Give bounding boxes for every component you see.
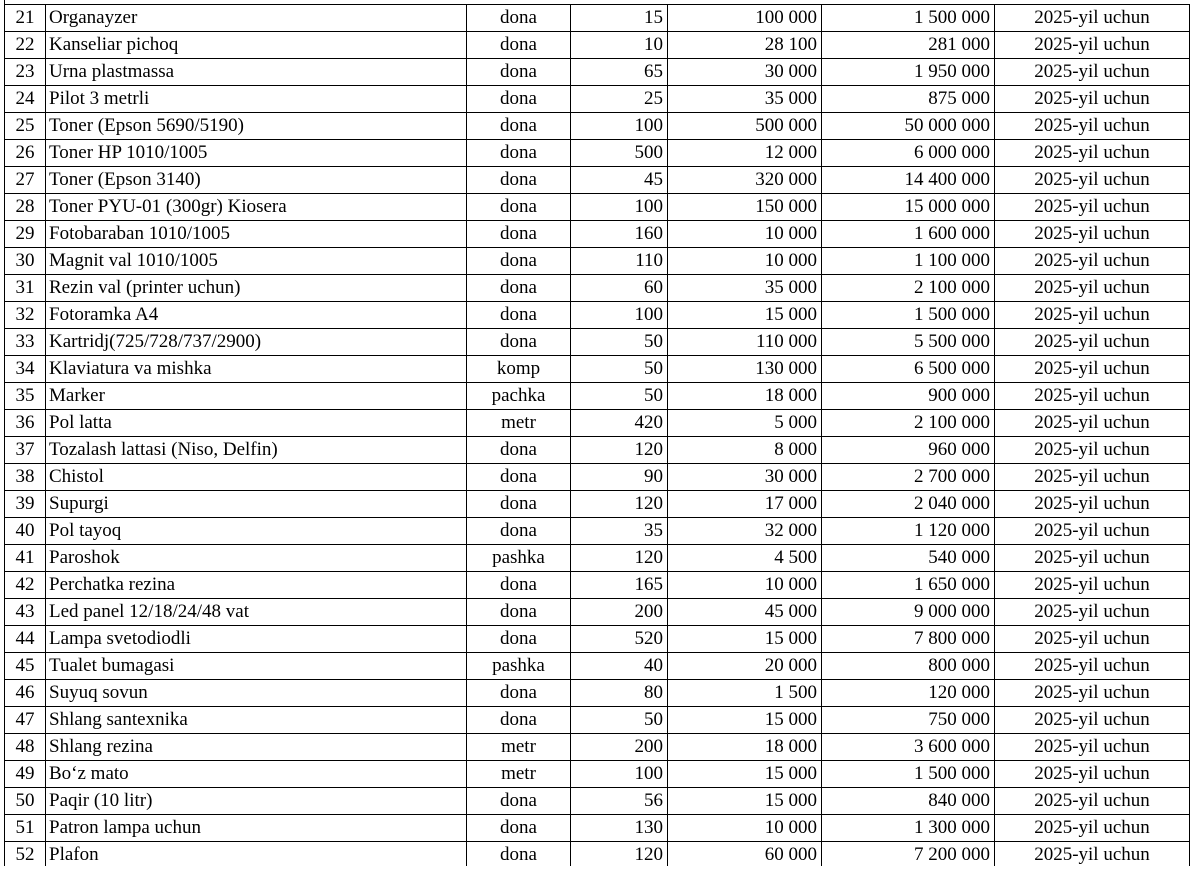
- row-number-cell: 24: [5, 86, 46, 113]
- table-row: [5, 545, 1190, 572]
- unit-of-measure-cell: dona: [467, 572, 571, 599]
- period-note-cell: 2025-yil uchun: [995, 194, 1190, 221]
- unit-of-measure-cell: dona: [467, 248, 571, 275]
- unit-of-measure-cell: dona: [467, 113, 571, 140]
- unit-price-cell: 320 000: [668, 167, 822, 194]
- item-name-cell: Paqir (10 litr): [46, 788, 467, 815]
- row-number-cell: 41: [5, 545, 46, 572]
- total-amount-cell: 800 000: [822, 653, 995, 680]
- item-name-cell: Kartridj(725/728/737/2900): [46, 329, 467, 356]
- total-amount-cell: 2 700 000: [822, 464, 995, 491]
- unit-of-measure-cell: dona: [467, 221, 571, 248]
- period-note-cell: 2025-yil uchun: [995, 221, 1190, 248]
- item-name-cell: Supurgi: [46, 491, 467, 518]
- unit-price-cell: 100 000: [668, 5, 822, 32]
- period-note-cell: 2025-yil uchun: [995, 788, 1190, 815]
- table-row: [5, 491, 1190, 518]
- item-name-cell: Pol tayoq: [46, 518, 467, 545]
- total-amount-cell: 1 300 000: [822, 815, 995, 842]
- row-number-cell: 48: [5, 734, 46, 761]
- quantity-cell: 80: [571, 680, 668, 707]
- period-note-cell: 2025-yil uchun: [995, 437, 1190, 464]
- unit-price-cell: 32 000: [668, 518, 822, 545]
- quantity-cell: 25: [571, 86, 668, 113]
- total-amount-cell: 540 000: [822, 545, 995, 572]
- table-row: [5, 653, 1190, 680]
- total-amount-cell: 1 120 000: [822, 518, 995, 545]
- period-note-cell: 2025-yil uchun: [995, 707, 1190, 734]
- unit-of-measure-cell: dona: [467, 518, 571, 545]
- period-note-cell: 2025-yil uchun: [995, 464, 1190, 491]
- quantity-cell: 65: [571, 59, 668, 86]
- item-name-cell: Toner (Epson 3140): [46, 167, 467, 194]
- table-body: [5, 5, 1190, 869]
- row-number-cell: 45: [5, 653, 46, 680]
- row-number-cell: 49: [5, 761, 46, 788]
- period-note-cell: 2025-yil uchun: [995, 248, 1190, 275]
- unit-of-measure-cell: dona: [467, 167, 571, 194]
- item-name-cell: Marker: [46, 383, 467, 410]
- period-note-cell: 2025-yil uchun: [995, 410, 1190, 437]
- table-row: [5, 464, 1190, 491]
- unit-price-cell: 10 000: [668, 221, 822, 248]
- total-amount-cell: 960 000: [822, 437, 995, 464]
- quantity-cell: 50: [571, 707, 668, 734]
- unit-of-measure-cell: metr: [467, 410, 571, 437]
- quantity-cell: 50: [571, 356, 668, 383]
- unit-price-cell: 8 000: [668, 437, 822, 464]
- unit-of-measure-cell: dona: [467, 491, 571, 518]
- table-row: [5, 86, 1190, 113]
- quantity-cell: 100: [571, 761, 668, 788]
- period-note-cell: 2025-yil uchun: [995, 140, 1190, 167]
- unit-price-cell: 110 000: [668, 329, 822, 356]
- table-row: [5, 842, 1190, 869]
- period-note-cell: 2025-yil uchun: [995, 329, 1190, 356]
- unit-of-measure-cell: dona: [467, 275, 571, 302]
- unit-price-cell: 20 000: [668, 653, 822, 680]
- row-number-cell: 23: [5, 59, 46, 86]
- item-name-cell: Tualet bumagasi: [46, 653, 467, 680]
- period-note-cell: 2025-yil uchun: [995, 167, 1190, 194]
- unit-price-cell: 18 000: [668, 734, 822, 761]
- period-note-cell: 2025-yil uchun: [995, 842, 1190, 869]
- quantity-cell: 110: [571, 248, 668, 275]
- row-number-cell: 29: [5, 221, 46, 248]
- row-number-cell: 28: [5, 194, 46, 221]
- table-row: [5, 194, 1190, 221]
- row-number-cell: 30: [5, 248, 46, 275]
- period-note-cell: 2025-yil uchun: [995, 59, 1190, 86]
- quantity-cell: 15: [571, 5, 668, 32]
- table-row: [5, 599, 1190, 626]
- unit-of-measure-cell: komp: [467, 356, 571, 383]
- unit-of-measure-cell: dona: [467, 815, 571, 842]
- item-name-cell: Plafon: [46, 842, 467, 869]
- table-row: [5, 680, 1190, 707]
- period-note-cell: 2025-yil uchun: [995, 491, 1190, 518]
- period-note-cell: 2025-yil uchun: [995, 761, 1190, 788]
- item-name-cell: Tozalash lattasi (Niso, Delfin): [46, 437, 467, 464]
- item-name-cell: Pol latta: [46, 410, 467, 437]
- unit-of-measure-cell: dona: [467, 59, 571, 86]
- item-name-cell: Bo‘z mato: [46, 761, 467, 788]
- period-note-cell: 2025-yil uchun: [995, 356, 1190, 383]
- item-name-cell: Fotobaraban 1010/1005: [46, 221, 467, 248]
- total-amount-cell: 1 650 000: [822, 572, 995, 599]
- quantity-cell: 120: [571, 437, 668, 464]
- item-name-cell: Lampa svetodiodli: [46, 626, 467, 653]
- total-amount-cell: 1 500 000: [822, 302, 995, 329]
- unit-of-measure-cell: metr: [467, 734, 571, 761]
- period-note-cell: 2025-yil uchun: [995, 275, 1190, 302]
- table-row: [5, 572, 1190, 599]
- quantity-cell: 50: [571, 383, 668, 410]
- table-row: [5, 5, 1190, 32]
- table-row: [5, 707, 1190, 734]
- item-name-cell: Toner PYU-01 (300gr) Kiosera: [46, 194, 467, 221]
- row-number-cell: 39: [5, 491, 46, 518]
- row-number-cell: 31: [5, 275, 46, 302]
- table-row: [5, 437, 1190, 464]
- unit-price-cell: 12 000: [668, 140, 822, 167]
- item-name-cell: Organayzer: [46, 5, 467, 32]
- total-amount-cell: 5 500 000: [822, 329, 995, 356]
- unit-price-cell: 28 100: [668, 32, 822, 59]
- unit-of-measure-cell: dona: [467, 5, 571, 32]
- unit-of-measure-cell: dona: [467, 302, 571, 329]
- row-number-cell: 51: [5, 815, 46, 842]
- unit-of-measure-cell: dona: [467, 329, 571, 356]
- quantity-cell: 56: [571, 788, 668, 815]
- unit-price-cell: 5 000: [668, 410, 822, 437]
- table-row: [5, 275, 1190, 302]
- period-note-cell: 2025-yil uchun: [995, 113, 1190, 140]
- unit-of-measure-cell: dona: [467, 680, 571, 707]
- quantity-cell: 90: [571, 464, 668, 491]
- unit-price-cell: 35 000: [668, 275, 822, 302]
- quantity-cell: 200: [571, 599, 668, 626]
- unit-price-cell: 45 000: [668, 599, 822, 626]
- item-name-cell: Fotoramka A4: [46, 302, 467, 329]
- quantity-cell: 100: [571, 194, 668, 221]
- table-row: [5, 626, 1190, 653]
- quantity-cell: 35: [571, 518, 668, 545]
- unit-price-cell: 4 500: [668, 545, 822, 572]
- row-number-cell: 26: [5, 140, 46, 167]
- item-name-cell: Toner (Epson 5690/5190): [46, 113, 467, 140]
- period-note-cell: 2025-yil uchun: [995, 86, 1190, 113]
- row-number-cell: 34: [5, 356, 46, 383]
- table-row: [5, 815, 1190, 842]
- bottom-edge: [0, 866, 1193, 870]
- total-amount-cell: 2 100 000: [822, 410, 995, 437]
- quantity-cell: 100: [571, 113, 668, 140]
- period-note-cell: 2025-yil uchun: [995, 680, 1190, 707]
- table-row: [5, 329, 1190, 356]
- period-note-cell: 2025-yil uchun: [995, 518, 1190, 545]
- total-amount-cell: 281 000: [822, 32, 995, 59]
- item-name-cell: Chistol: [46, 464, 467, 491]
- period-note-cell: 2025-yil uchun: [995, 815, 1190, 842]
- row-number-cell: 40: [5, 518, 46, 545]
- table-row: [5, 59, 1190, 86]
- unit-price-cell: 15 000: [668, 302, 822, 329]
- table-row: [5, 113, 1190, 140]
- quantity-cell: 160: [571, 221, 668, 248]
- unit-price-cell: 150 000: [668, 194, 822, 221]
- procurement-table-container: [4, 4, 1190, 869]
- table-row: [5, 761, 1190, 788]
- quantity-cell: 520: [571, 626, 668, 653]
- table-row: [5, 140, 1190, 167]
- unit-of-measure-cell: dona: [467, 437, 571, 464]
- unit-price-cell: 10 000: [668, 572, 822, 599]
- total-amount-cell: 900 000: [822, 383, 995, 410]
- quantity-cell: 500: [571, 140, 668, 167]
- unit-price-cell: 15 000: [668, 626, 822, 653]
- table-row: [5, 410, 1190, 437]
- unit-of-measure-cell: dona: [467, 842, 571, 869]
- unit-price-cell: 15 000: [668, 761, 822, 788]
- unit-of-measure-cell: dona: [467, 32, 571, 59]
- total-amount-cell: 7 200 000: [822, 842, 995, 869]
- table-row: [5, 734, 1190, 761]
- row-number-cell: 38: [5, 464, 46, 491]
- unit-price-cell: 18 000: [668, 383, 822, 410]
- total-amount-cell: 1 600 000: [822, 221, 995, 248]
- period-note-cell: 2025-yil uchun: [995, 599, 1190, 626]
- unit-price-cell: 35 000: [668, 86, 822, 113]
- unit-price-cell: 10 000: [668, 815, 822, 842]
- row-number-cell: 21: [5, 5, 46, 32]
- quantity-cell: 120: [571, 545, 668, 572]
- procurement-table: [4, 4, 1190, 869]
- quantity-cell: 165: [571, 572, 668, 599]
- quantity-cell: 120: [571, 491, 668, 518]
- table-row: [5, 383, 1190, 410]
- unit-price-cell: 17 000: [668, 491, 822, 518]
- unit-of-measure-cell: dona: [467, 86, 571, 113]
- quantity-cell: 50: [571, 329, 668, 356]
- total-amount-cell: 7 800 000: [822, 626, 995, 653]
- quantity-cell: 420: [571, 410, 668, 437]
- total-amount-cell: 3 600 000: [822, 734, 995, 761]
- total-amount-cell: 875 000: [822, 86, 995, 113]
- row-number-cell: 33: [5, 329, 46, 356]
- item-name-cell: Suyuq sovun: [46, 680, 467, 707]
- row-number-cell: 50: [5, 788, 46, 815]
- total-amount-cell: 1 500 000: [822, 5, 995, 32]
- row-number-cell: 32: [5, 302, 46, 329]
- period-note-cell: 2025-yil uchun: [995, 653, 1190, 680]
- table-row: [5, 302, 1190, 329]
- unit-price-cell: 500 000: [668, 113, 822, 140]
- period-note-cell: 2025-yil uchun: [995, 545, 1190, 572]
- row-number-cell: 44: [5, 626, 46, 653]
- row-number-cell: 47: [5, 707, 46, 734]
- item-name-cell: Patron lampa uchun: [46, 815, 467, 842]
- row-number-cell: 27: [5, 167, 46, 194]
- quantity-cell: 120: [571, 842, 668, 869]
- item-name-cell: Shlang santexnika: [46, 707, 467, 734]
- unit-of-measure-cell: metr: [467, 761, 571, 788]
- unit-price-cell: 130 000: [668, 356, 822, 383]
- total-amount-cell: 750 000: [822, 707, 995, 734]
- row-number-cell: 36: [5, 410, 46, 437]
- row-number-cell: 22: [5, 32, 46, 59]
- row-number-cell: 46: [5, 680, 46, 707]
- total-amount-cell: 50 000 000: [822, 113, 995, 140]
- item-name-cell: Toner HP 1010/1005: [46, 140, 467, 167]
- table-row: [5, 356, 1190, 383]
- unit-price-cell: 15 000: [668, 788, 822, 815]
- table-row: [5, 221, 1190, 248]
- item-name-cell: Led panel 12/18/24/48 vat: [46, 599, 467, 626]
- item-name-cell: Pilot 3 metrli: [46, 86, 467, 113]
- row-number-cell: 43: [5, 599, 46, 626]
- unit-of-measure-cell: pashka: [467, 545, 571, 572]
- unit-of-measure-cell: pachka: [467, 383, 571, 410]
- total-amount-cell: 9 000 000: [822, 599, 995, 626]
- total-amount-cell: 840 000: [822, 788, 995, 815]
- unit-price-cell: 10 000: [668, 248, 822, 275]
- table-row: [5, 248, 1190, 275]
- unit-of-measure-cell: dona: [467, 626, 571, 653]
- item-name-cell: Perchatka rezina: [46, 572, 467, 599]
- total-amount-cell: 6 500 000: [822, 356, 995, 383]
- unit-of-measure-cell: dona: [467, 140, 571, 167]
- period-note-cell: 2025-yil uchun: [995, 383, 1190, 410]
- unit-of-measure-cell: pashka: [467, 653, 571, 680]
- item-name-cell: Klaviatura va mishka: [46, 356, 467, 383]
- quantity-cell: 100: [571, 302, 668, 329]
- total-amount-cell: 15 000 000: [822, 194, 995, 221]
- quantity-cell: 10: [571, 32, 668, 59]
- quantity-cell: 45: [571, 167, 668, 194]
- unit-price-cell: 15 000: [668, 707, 822, 734]
- item-name-cell: Paroshok: [46, 545, 467, 572]
- period-note-cell: 2025-yil uchun: [995, 5, 1190, 32]
- row-number-cell: 52: [5, 842, 46, 869]
- item-name-cell: Magnit val 1010/1005: [46, 248, 467, 275]
- quantity-cell: 130: [571, 815, 668, 842]
- unit-of-measure-cell: dona: [467, 599, 571, 626]
- item-name-cell: Shlang rezina: [46, 734, 467, 761]
- period-note-cell: 2025-yil uchun: [995, 302, 1190, 329]
- quantity-cell: 40: [571, 653, 668, 680]
- item-name-cell: Urna plastmassa: [46, 59, 467, 86]
- unit-price-cell: 30 000: [668, 59, 822, 86]
- item-name-cell: Kanseliar pichoq: [46, 32, 467, 59]
- unit-price-cell: 30 000: [668, 464, 822, 491]
- unit-of-measure-cell: dona: [467, 194, 571, 221]
- total-amount-cell: 1 100 000: [822, 248, 995, 275]
- total-amount-cell: 6 000 000: [822, 140, 995, 167]
- unit-of-measure-cell: dona: [467, 464, 571, 491]
- row-number-cell: 42: [5, 572, 46, 599]
- period-note-cell: 2025-yil uchun: [995, 32, 1190, 59]
- total-amount-cell: 2 040 000: [822, 491, 995, 518]
- quantity-cell: 200: [571, 734, 668, 761]
- total-amount-cell: 2 100 000: [822, 275, 995, 302]
- unit-price-cell: 1 500: [668, 680, 822, 707]
- row-number-cell: 35: [5, 383, 46, 410]
- period-note-cell: 2025-yil uchun: [995, 572, 1190, 599]
- unit-of-measure-cell: dona: [467, 707, 571, 734]
- table-row: [5, 518, 1190, 545]
- total-amount-cell: 1 950 000: [822, 59, 995, 86]
- period-note-cell: 2025-yil uchun: [995, 734, 1190, 761]
- total-amount-cell: 120 000: [822, 680, 995, 707]
- total-amount-cell: 14 400 000: [822, 167, 995, 194]
- item-name-cell: Rezin val (printer uchun): [46, 275, 467, 302]
- row-number-cell: 25: [5, 113, 46, 140]
- period-note-cell: 2025-yil uchun: [995, 626, 1190, 653]
- table-row: [5, 788, 1190, 815]
- total-amount-cell: 1 500 000: [822, 761, 995, 788]
- row-number-cell: 37: [5, 437, 46, 464]
- unit-of-measure-cell: dona: [467, 788, 571, 815]
- unit-price-cell: 60 000: [668, 842, 822, 869]
- quantity-cell: 60: [571, 275, 668, 302]
- table-row: [5, 167, 1190, 194]
- table-row: [5, 32, 1190, 59]
